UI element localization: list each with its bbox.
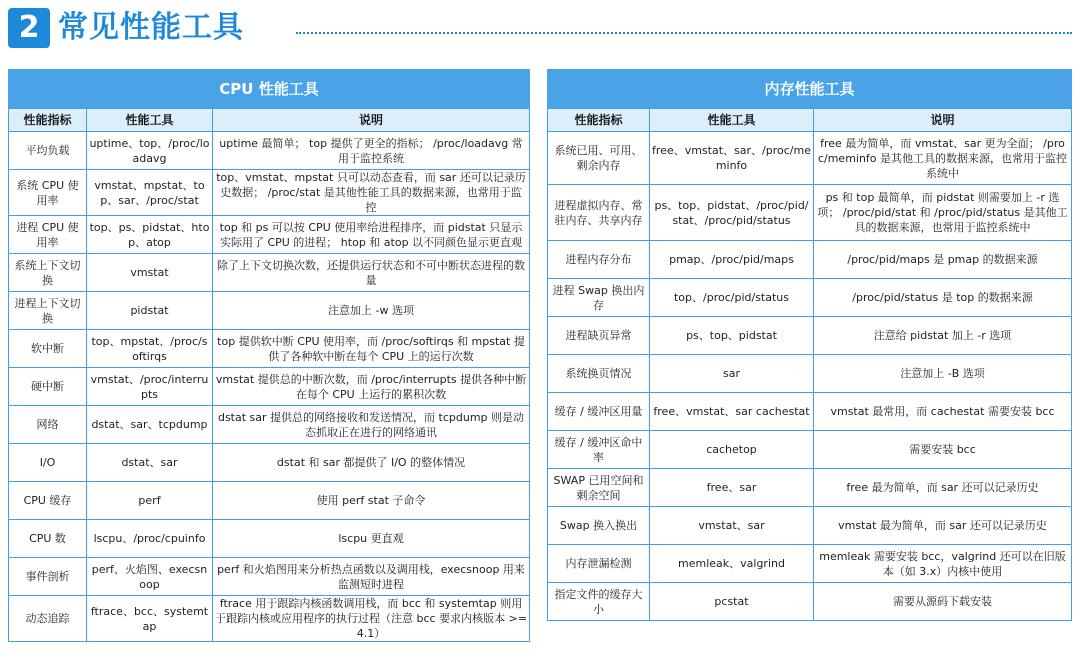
table-row xyxy=(9,132,530,170)
column-header-description: 说明 xyxy=(213,109,530,132)
tools-cell: pmap、/proc/pid/maps xyxy=(650,241,814,279)
metric-cell: 进程虚拟内存、常驻内存、共享内存 xyxy=(548,185,650,241)
table-row xyxy=(9,520,530,558)
metric-cell: 进程上下文切换 xyxy=(9,292,87,330)
table-row xyxy=(548,393,1072,431)
table-row xyxy=(548,185,1072,241)
description-cell: perf 和火焰图用来分析热点函数以及调用栈，execsnoop 用来监测短时进程 xyxy=(213,558,530,596)
table-row xyxy=(548,241,1072,279)
description-cell: /proc/pid/status 是 top 的数据来源 xyxy=(814,279,1072,317)
metric-cell: 进程 Swap 换出内存 xyxy=(548,279,650,317)
description-cell: vmstat 提供总的中断次数，而 /proc/interrupts 提供各种中断在每个 CPU 上运行的累积次数 xyxy=(213,368,530,406)
metric-cell: CPU 数 xyxy=(9,520,87,558)
metric-cell: 系统已用、可用、剩余内存 xyxy=(548,132,650,185)
metric-cell: 系统换页情况 xyxy=(548,355,650,393)
tools-cell: ps、top、pidstat xyxy=(650,317,814,355)
metric-cell: 动态追踪 xyxy=(9,596,87,642)
metric-cell: 进程缺页异常 xyxy=(548,317,650,355)
metric-cell: I/O xyxy=(9,444,87,482)
description-cell: vmstat 最常用，而 cachestat 需要安装 bcc xyxy=(814,393,1072,431)
dotted-divider xyxy=(296,32,1072,34)
description-cell: dstat sar 提供总的网络接收和发送情况，而 tcpdump 则是动态抓取正在进行的网络通讯 xyxy=(213,406,530,444)
table-row xyxy=(9,558,530,596)
description-cell: vmstat 最为简单，而 sar 还可以记录历史 xyxy=(814,507,1072,545)
tools-cell: dstat、sar xyxy=(87,444,213,482)
metric-cell: 进程内存分布 xyxy=(548,241,650,279)
table-row xyxy=(548,431,1072,469)
tools-cell: uptime、top、/proc/loadavg xyxy=(87,132,213,170)
column-header-metric: 性能指标 xyxy=(9,109,87,132)
metric-cell: 系统上下文切换 xyxy=(9,254,87,292)
description-cell: uptime 最简单； top 提供了更全的指标； /proc/loadavg 常用于监控系统 xyxy=(213,132,530,170)
description-cell: ps 和 top 最简单，而 pidstat 则需要加上 -r 选项； /proc/pid/stat 和 /proc/pid/status 是其他工具的数据来源，也常用于监控系统中 xyxy=(814,185,1072,241)
table-row xyxy=(9,444,530,482)
table-row xyxy=(548,545,1072,583)
description-cell: 需要从源码下载安装 xyxy=(814,583,1072,621)
table-row xyxy=(9,292,530,330)
tools-cell: lscpu、/proc/cpuinfo xyxy=(87,520,213,558)
section-number-badge: 2 xyxy=(8,8,50,48)
tools-cell: pidstat xyxy=(87,292,213,330)
tools-cell: ps、top、pidstat、/proc/pid/stat、/proc/pid/status xyxy=(650,185,814,241)
description-cell: top 提供软中断 CPU 使用率，而 /proc/softirqs 和 mpstat 提供了各种软中断在每个 CPU 上的运行次数 xyxy=(213,330,530,368)
tools-cell: perf xyxy=(87,482,213,520)
description-cell: top 和 ps 可以按 CPU 使用率给进程排序，而 pidstat 只显示实际用了 CPU 的进程； htop 和 atop 以不同颜色显示更直观 xyxy=(213,216,530,254)
tools-cell: cachetop xyxy=(650,431,814,469)
metric-cell: 硬中断 xyxy=(9,368,87,406)
table-row xyxy=(548,132,1072,185)
description-cell: free 最为简单，而 vmstat、sar 更为全面； /proc/meminfo 是其他工具的数据来源，也常用于监控系统中 xyxy=(814,132,1072,185)
memory-tools-table xyxy=(547,69,1072,621)
table-row xyxy=(548,469,1072,507)
tools-cell: pcstat xyxy=(650,583,814,621)
description-cell: dstat 和 sar 都提供了 I/O 的整体情况 xyxy=(213,444,530,482)
cpu-table-title: CPU 性能工具 xyxy=(9,70,530,109)
tools-cell: sar xyxy=(650,355,814,393)
table-row xyxy=(9,482,530,520)
metric-cell: 进程 CPU 使用率 xyxy=(9,216,87,254)
tools-cell: top、ps、pidstat、htop、atop xyxy=(87,216,213,254)
column-header-tools: 性能工具 xyxy=(87,109,213,132)
metric-cell: 平均负载 xyxy=(9,132,87,170)
metric-cell: 软中断 xyxy=(9,330,87,368)
cpu-tools-table xyxy=(8,69,530,642)
metric-cell: 事件剖析 xyxy=(9,558,87,596)
description-cell: top、vmstat、mpstat 只可以动态查看，而 sar 还可以记录历史数据； /proc/stat 是其他性能工具的数据来源，也常用于监控 xyxy=(213,170,530,216)
column-header-description: 说明 xyxy=(814,109,1072,132)
table-row xyxy=(9,406,530,444)
tools-cell: memleak、valgrind xyxy=(650,545,814,583)
description-cell: /proc/pid/maps 是 pmap 的数据来源 xyxy=(814,241,1072,279)
column-header-metric: 性能指标 xyxy=(548,109,650,132)
metric-cell: 网络 xyxy=(9,406,87,444)
tools-cell: vmstat xyxy=(87,254,213,292)
metric-cell: SWAP 已用空间和剩余空间 xyxy=(548,469,650,507)
metric-cell: 系统 CPU 使用率 xyxy=(9,170,87,216)
table-row xyxy=(9,596,530,642)
tools-cell: top、/proc/pid/status xyxy=(650,279,814,317)
table-row xyxy=(9,254,530,292)
metric-cell: 内存泄漏检测 xyxy=(548,545,650,583)
tools-cell: free、vmstat、sar、/proc/meminfo xyxy=(650,132,814,185)
table-row xyxy=(548,355,1072,393)
tools-cell: top、mpstat、/proc/softirqs xyxy=(87,330,213,368)
metric-cell: Swap 换入换出 xyxy=(548,507,650,545)
tools-cell: free、vmstat、sar cachestat xyxy=(650,393,814,431)
table-row xyxy=(548,317,1072,355)
memory-table-title: 内存性能工具 xyxy=(548,70,1072,109)
description-cell: 注意给 pidstat 加上 -r 选项 xyxy=(814,317,1072,355)
description-cell: free 最为简单，而 sar 还可以记录历史 xyxy=(814,469,1072,507)
description-cell: lscpu 更直观 xyxy=(213,520,530,558)
description-cell: 使用 perf stat 子命令 xyxy=(213,482,530,520)
tools-cell: vmstat、/proc/interrupts xyxy=(87,368,213,406)
table-row xyxy=(9,330,530,368)
description-cell: memleak 需要安装 bcc，valgrind 还可以在旧版本（如 3.x）内核中使用 xyxy=(814,545,1072,583)
tools-cell: vmstat、sar xyxy=(650,507,814,545)
metric-cell: 缓存 / 缓冲区用量 xyxy=(548,393,650,431)
metric-cell: 指定文件的缓存大小 xyxy=(548,583,650,621)
metric-cell: CPU 缓存 xyxy=(9,482,87,520)
page-title: 常见性能工具 xyxy=(58,10,244,45)
tools-cell: perf、火焰图、execsnoop xyxy=(87,558,213,596)
tools-cell: vmstat、mpstat、top、sar、/proc/stat xyxy=(87,170,213,216)
table-row xyxy=(9,216,530,254)
tools-cell: ftrace、bcc、systemtap xyxy=(87,596,213,642)
description-cell: 需要安装 bcc xyxy=(814,431,1072,469)
table-row xyxy=(9,170,530,216)
column-header-tools: 性能工具 xyxy=(650,109,814,132)
table-row xyxy=(548,583,1072,621)
table-row xyxy=(9,368,530,406)
description-cell: 除了上下文切换次数，还提供运行状态和不可中断状态进程的数量 xyxy=(213,254,530,292)
description-cell: ftrace 用于跟踪内核函数调用栈，而 bcc 和 systemtap 则用于跟踪内核或应用程序的执行过程（注意 bcc 要求内核版本 >=4.1） xyxy=(213,596,530,642)
description-cell: 注意加上 -w 选项 xyxy=(213,292,530,330)
metric-cell: 缓存 / 缓冲区命中率 xyxy=(548,431,650,469)
table-row xyxy=(548,279,1072,317)
tools-cell: dstat、sar、tcpdump xyxy=(87,406,213,444)
table-row xyxy=(548,507,1072,545)
section-header xyxy=(8,8,1072,48)
tools-cell: free、sar xyxy=(650,469,814,507)
description-cell: 注意加上 -B 选项 xyxy=(814,355,1072,393)
